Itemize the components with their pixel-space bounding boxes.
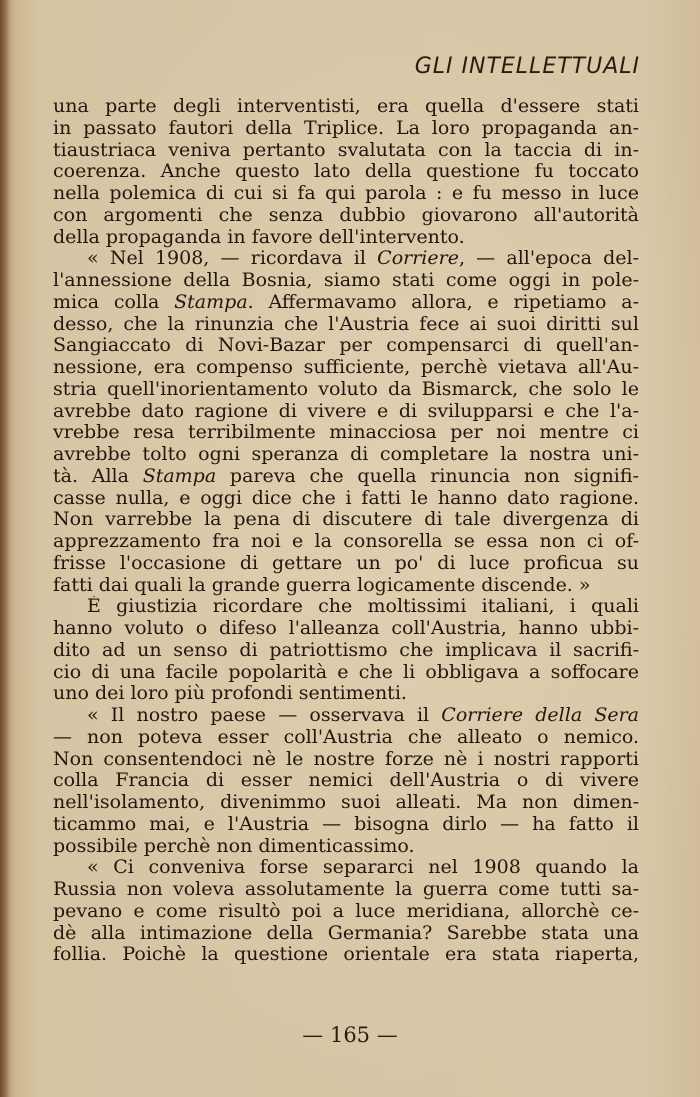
text-line: avrebbe tolto ogni speranza di completare la nostra uni- — [53, 444, 639, 465]
text-line: follia. Poichè la questione orientale era stata riaperta, — [53, 944, 639, 966]
paragraph — [53, 248, 639, 596]
text-line: fatti dai quali la grande guerra logicamente discende. » — [53, 574, 591, 596]
text-line: casse nulla, e oggi dice che i fatti le hanno dato ragione. — [53, 487, 639, 509]
text-line: nessione, era compenso sufficiente, perchè vietava all'Au- — [53, 357, 639, 378]
paragraph — [53, 96, 639, 248]
text-line: hanno voluto o difeso l'alleanza coll'Austria, hanno ubbi- — [53, 618, 639, 639]
text-line: Non varrebbe la pena di discutere di tale divergenza di — [53, 509, 639, 531]
body-text — [53, 96, 639, 966]
text-line: frisse l'occasione di gettare un po' di luce proficua su — [53, 552, 639, 574]
page-number: — 165 — — [302, 1023, 398, 1047]
text-line: « Nel 1908, — ricordava il Corriere, — all'epoca del- — [87, 248, 639, 270]
text-line: desso, che la rinunzia che l'Austria fece ai suoi diritti sul — [53, 313, 639, 335]
text-line: « Ci conveniva forse separarci nel 1908 quando la — [87, 857, 639, 879]
running-head: GLI INTELLETTUALI — [414, 54, 640, 79]
text-line: apprezzamento fra noi e la consorella se essa non ci of- — [53, 531, 639, 552]
text-line: colla Francia di esser nemici dell'Austria o di vivere — [53, 770, 639, 792]
text-line: vrebbe resa terribilmente minacciosa per noi mentre ci — [53, 422, 639, 444]
text-line: stria quell'inorientamento voluto da Bismarck, che solo le — [53, 378, 639, 400]
text-line: coerenza. Anche questo lato della questione fu toccato — [53, 161, 639, 183]
spine-shadow — [0, 0, 10, 1097]
text-line: dito ad un senso di patriottismo che implicava il sacrifi- — [53, 639, 639, 661]
text-line: nell'isolamento, divenimmo suoi alleati. Ma non dimen- — [53, 792, 639, 813]
text-line: « Il nostro paese — osservava il Corriere della Sera — [87, 705, 639, 726]
text-line: Non consentendoci nè le nostre forze nè i nostri rapporti — [53, 748, 639, 770]
text-line: della propaganda in favore dell'intervento. — [53, 226, 465, 248]
text-line: È giustizia ricordare che moltissimi italiani, i quali — [87, 596, 639, 618]
text-line: tà. Alla Stampa pareva che quella rinuncia non signifi- — [53, 465, 639, 487]
text-line: avrebbe dato ragione di vivere e di svilupparsi e che l'a- — [53, 400, 639, 422]
text-line: Russia non voleva assolutamente la guerra come tutti sa- — [53, 879, 639, 900]
text-line: mica colla Stampa. Affermavamo allora, e ripetiamo a- — [53, 291, 639, 313]
text-line: tiaustriaca veniva pertanto svalutata con la taccia di in- — [53, 139, 639, 161]
text-line: — non poteva esser coll'Austria che alleato o nemico. — [53, 726, 639, 748]
paragraph — [53, 705, 639, 857]
paragraph — [53, 596, 639, 705]
text-line: pevano e come risultò poi a luce meridiana, allorchè ce- — [53, 900, 639, 922]
text-line: Sangiaccato di Novi-Bazar per compensarci di quell'an- — [53, 335, 639, 357]
text-line: cio di una facile popolarità e che li obbligava a soffocare — [53, 661, 639, 683]
text-line: in passato fautori della Triplice. La loro propaganda an- — [53, 117, 639, 139]
text-line: l'annessione della Bosnia, siamo stati come oggi in pole- — [53, 270, 639, 291]
text-line: con argomenti che senza dubbio giovarono all'autorità — [53, 204, 639, 226]
paragraph — [53, 857, 639, 966]
text-line: nella polemica di cui si fa qui parola : e fu messo in luce — [53, 183, 639, 204]
text-line: ticammo mai, e l'Austria — bisogna dirlo — ha fatto il — [53, 813, 639, 835]
text-line: una parte degli interventisti, era quella d'essere stati — [53, 96, 639, 117]
text-line: possibile perchè non dimenticassimo. — [53, 835, 415, 857]
text-line: dè alla intimazione della Germania? Sarebbe stata una — [53, 922, 639, 944]
text-line: uno dei loro più profondi sentimenti. — [53, 683, 407, 705]
